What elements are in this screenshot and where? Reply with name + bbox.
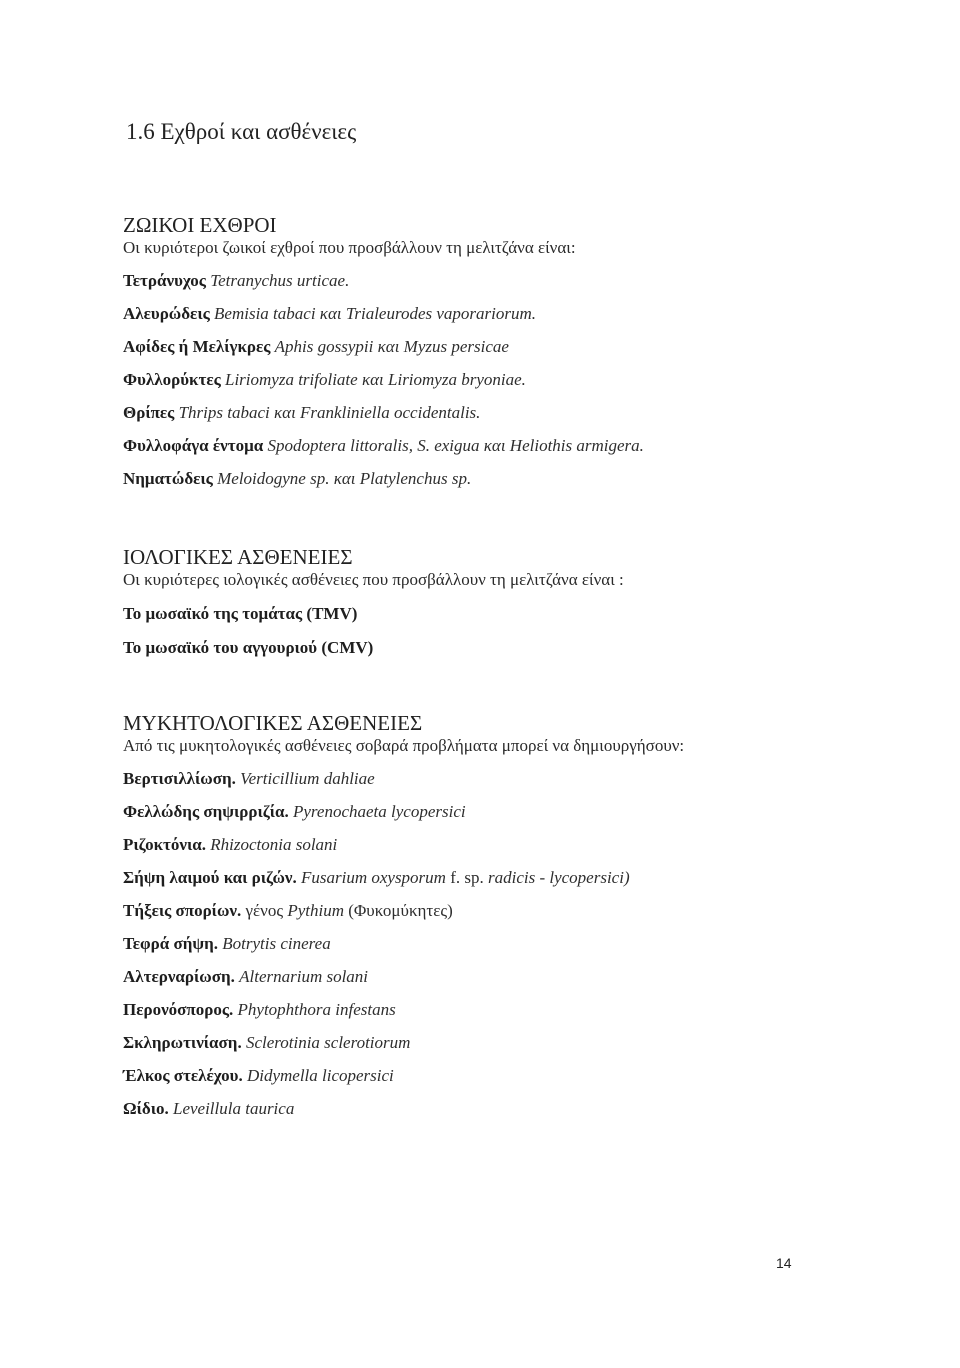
pest-common-name: Φυλλοφάγα έντομα — [123, 436, 264, 455]
disease-common-name: Σκληρωτινίαση. — [123, 1033, 242, 1052]
pest-latin-name: Aphis gossypii και Myzus persicae — [274, 337, 509, 356]
fungal-disease-entry — [123, 1065, 923, 1087]
pest-entry — [123, 402, 923, 424]
pest-entry — [123, 369, 923, 391]
fungal-disease-entry — [123, 999, 923, 1021]
disease-common-name: Φελλώδης σηψιρριζία. — [123, 802, 289, 821]
fungal-diseases-intro: Από τις μυκητολογικές ασθένειες σοβαρά προβλήματα μπορεί να δημιουργήσουν: — [123, 736, 685, 755]
disease-latin-name: Leveillula taurica — [172, 1099, 295, 1118]
pest-latin-name: Thrips tabaci και Frankliniella occidentalis. — [178, 403, 481, 422]
pest-entry — [123, 303, 923, 325]
viral-disease-name: Το μωσαϊκό του αγγουριού (CMV) — [123, 638, 374, 657]
disease-latin-name: Verticillium dahliae — [240, 769, 375, 788]
fungal-disease-entry — [123, 1032, 923, 1054]
disease-latin-name: Pyrenochaeta lycopersici — [293, 802, 466, 821]
disease-latin-name: Phytophthora infestans — [237, 1000, 396, 1019]
disease-common-name: Βερτισιλλίωση. — [123, 769, 236, 788]
fungal-disease-entry — [123, 900, 923, 922]
disease-class-note: (Φυκομύκητες) — [348, 901, 453, 920]
pest-common-name: Αλευρώδεις — [123, 304, 210, 323]
disease-latin-name: Pythium — [287, 901, 344, 920]
pest-common-name: Αφίδες ή Μελίγκρες — [123, 337, 271, 356]
fungal-disease-entry — [123, 801, 923, 823]
pest-common-name: Νηματώδεις — [123, 469, 213, 488]
pest-entry — [123, 270, 923, 292]
fungal-disease-entry — [123, 768, 923, 790]
section-title: 1.6 Εχθροί και ασθένειες — [126, 119, 357, 144]
pest-latin-name: Spodoptera littoralis, S. exigua και Heliothis armigera. — [267, 436, 644, 455]
disease-latin-name: Botrytis cinerea — [222, 934, 331, 953]
animal-pests-intro: Οι κυριότεροι ζωικοί εχθροί που προσβάλλουν τη μελιτζάνα είναι: — [123, 238, 576, 257]
disease-latin-name: Fusarium oxysporum — [300, 868, 446, 887]
viral-diseases-intro: Οι κυριότερες ιολογικές ασθένειες που προσβάλλουν τη μελιτζάνα είναι : — [123, 570, 624, 589]
pest-entry — [123, 468, 923, 490]
pest-latin-name: Bemisia tabaci και Trialeurodes vaporariorum. — [214, 304, 537, 323]
disease-common-name: Περονόσπορος. — [123, 1000, 234, 1019]
disease-common-name: Αλτερναρίωση. — [123, 967, 235, 986]
pest-common-name: Θρίπες — [123, 403, 175, 422]
pest-latin-name: Liriomyza trifoliate και Liriomyza bryoniae. — [225, 370, 526, 389]
animal-pests-section — [123, 213, 923, 490]
fungal-disease-entry — [123, 933, 923, 955]
fungal-disease-entry — [123, 1098, 923, 1120]
viral-diseases-heading: ΙΟΛΟΓΙΚΕΣ ΑΣΘΕΝΕΙΕΣ — [123, 545, 353, 569]
viral-disease-name: Το μωσαϊκό της τομάτας (TMV) — [123, 604, 358, 623]
disease-common-name: Σήψη λαιμού και ριζών. — [123, 868, 297, 887]
disease-common-name: Ριζοκτόνια. — [123, 835, 206, 854]
disease-latin-name-extra: radicis - lycopersici) — [487, 868, 630, 887]
pest-entry — [123, 435, 923, 457]
disease-latin-name: Alternarium solani — [239, 967, 369, 986]
fungal-diseases-heading: ΜΥΚΗΤΟΛΟΓΙΚΕΣ ΑΣΘΕΝΕΙΕΣ — [123, 711, 423, 735]
disease-form-abbrev: f. sp. — [450, 868, 484, 887]
disease-latin-name: Sclerotinia sclerotiorum — [245, 1033, 411, 1052]
disease-common-name: Τεφρά σήψη. — [123, 934, 219, 953]
disease-common-name: Τήξεις σπορίων. — [123, 901, 242, 920]
viral-disease-entry — [123, 603, 923, 625]
pest-latin-name: Tetranychus urticae. — [210, 271, 350, 290]
pest-common-name: Τετράνυχος — [123, 271, 206, 290]
fungal-disease-entry — [123, 867, 923, 889]
disease-latin-name: Didymella licopersici — [246, 1066, 394, 1085]
fungal-disease-entry — [123, 834, 923, 856]
page-number: 14 — [776, 1255, 792, 1271]
pest-latin-name: Meloidogyne sp. και Platylenchus sp. — [217, 469, 472, 488]
pest-entry — [123, 336, 923, 358]
pest-common-name: Φυλλορύκτες — [123, 370, 221, 389]
animal-pests-heading: ΖΩΙΚΟΙ ΕΧΘΡΟΙ — [123, 213, 277, 237]
disease-genus-prefix: γένος — [245, 901, 284, 920]
viral-disease-entry — [123, 637, 923, 659]
disease-common-name: Έλκος στελέχου. — [123, 1066, 243, 1085]
viral-diseases-section — [123, 545, 923, 659]
disease-latin-name: Rhizoctonia solani — [210, 835, 338, 854]
disease-common-name: Ωίδιο. — [123, 1099, 169, 1118]
fungal-diseases-section — [123, 711, 923, 1120]
fungal-disease-entry — [123, 966, 923, 988]
